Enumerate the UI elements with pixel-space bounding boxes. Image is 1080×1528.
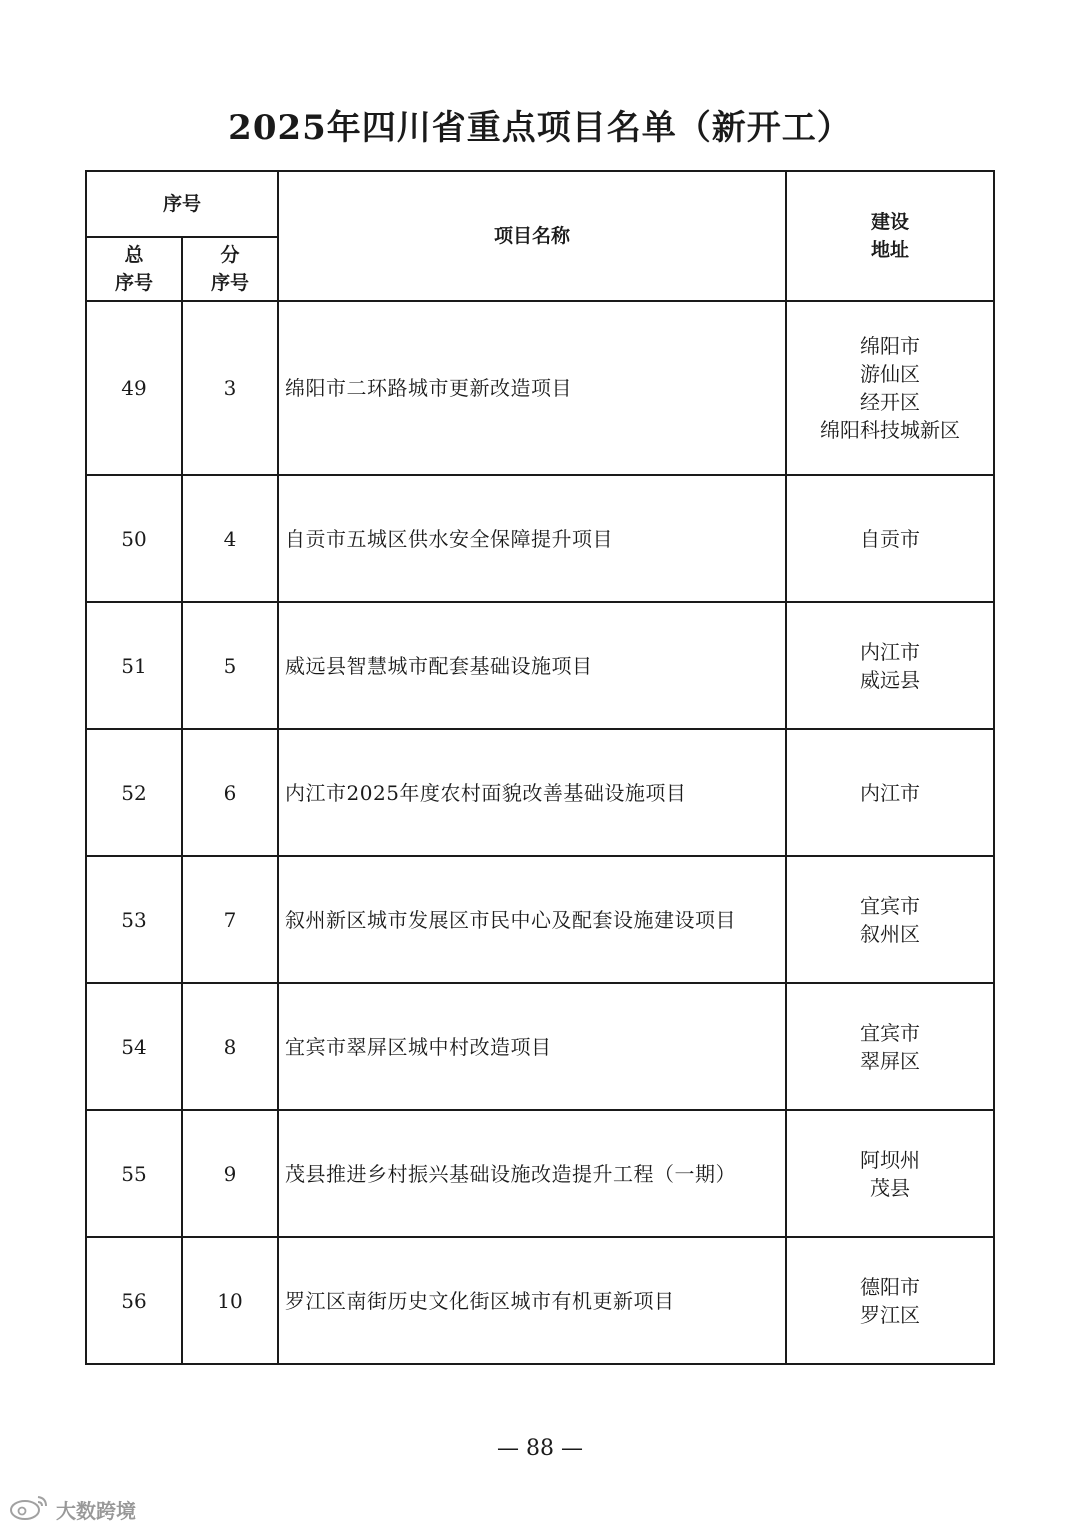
total-seq-cell: 55	[86, 1110, 182, 1237]
address-line: 绵阳科技城新区	[820, 418, 961, 442]
page-number: — 88 —	[497, 1436, 583, 1461]
header-address-line1: 建设	[871, 211, 910, 233]
address-line: 绵阳市	[860, 334, 921, 358]
header-address-line2: 地址	[871, 239, 910, 261]
address-line: 威远县	[860, 667, 921, 692]
header-total-seq-line2: 序号	[114, 272, 153, 294]
header-seq: 序号	[86, 171, 278, 237]
weibo-logo-icon	[8, 1493, 52, 1525]
project-table	[85, 170, 995, 1365]
sub-seq-cell: 5	[182, 602, 278, 729]
address-line: 德阳市	[860, 1274, 921, 1299]
total-seq-cell: 52	[86, 729, 182, 856]
header-total-seq-line1: 总	[124, 244, 144, 266]
total-seq-cell: 51	[86, 602, 182, 729]
address-line: 自贡市	[860, 526, 921, 551]
address-cell	[786, 856, 994, 983]
table-row	[86, 729, 994, 856]
header-total-seq	[86, 237, 182, 301]
address-line: 罗江区	[860, 1302, 921, 1327]
address-line: 经开区	[860, 390, 921, 414]
header-project-name: 项目名称	[278, 171, 786, 301]
address-cell	[786, 983, 994, 1110]
project-name-cell: 叙州新区城市发展区市民中心及配套设施建设项目	[278, 856, 786, 983]
page-title: 2025年四川省重点项目名单（新开工）	[228, 108, 852, 148]
project-name-cell: 宜宾市翠屏区城中村改造项目	[278, 983, 786, 1110]
total-seq-cell: 54	[86, 983, 182, 1110]
table-row	[86, 602, 994, 729]
header-sub-seq	[182, 237, 278, 301]
project-name-cell: 绵阳市二环路城市更新改造项目	[278, 301, 786, 475]
table-row	[86, 983, 994, 1110]
sub-seq-cell: 4	[182, 475, 278, 602]
address-cell	[786, 1237, 994, 1364]
address-cell	[786, 1110, 994, 1237]
total-seq-cell: 50	[86, 475, 182, 602]
project-name-cell: 茂县推进乡村振兴基础设施改造提升工程（一期）	[278, 1110, 786, 1237]
header-address	[786, 171, 994, 301]
sub-seq-cell: 9	[182, 1110, 278, 1237]
project-name-cell: 威远县智慧城市配套基础设施项目	[278, 602, 786, 729]
address-line: 宜宾市	[860, 893, 921, 918]
total-seq-cell: 53	[86, 856, 182, 983]
address-cell	[786, 301, 994, 475]
address-line: 阿坝州	[860, 1147, 921, 1172]
project-name-cell: 内江市2025年度农村面貌改善基础设施项目	[278, 729, 786, 856]
sub-seq-cell: 7	[182, 856, 278, 983]
header-sub-seq-line2: 序号	[211, 272, 250, 294]
table-body	[86, 301, 994, 1364]
sub-seq-cell: 3	[182, 301, 278, 475]
table-row	[86, 301, 994, 475]
project-name-cell: 自贡市五城区供水安全保障提升项目	[278, 475, 786, 602]
address-line: 内江市	[860, 639, 921, 664]
address-cell	[786, 729, 994, 856]
address-line: 翠屏区	[860, 1048, 921, 1073]
header-sub-seq-line1: 分	[220, 244, 240, 266]
sub-seq-cell: 8	[182, 983, 278, 1110]
address-cell	[786, 475, 994, 602]
watermark	[8, 1494, 136, 1524]
table-row	[86, 475, 994, 602]
address-line: 游仙区	[860, 362, 921, 386]
project-name-cell: 罗江区南街历史文化街区城市有机更新项目	[278, 1237, 786, 1364]
total-seq-cell: 49	[86, 301, 182, 475]
table-row	[86, 856, 994, 983]
address-line: 宜宾市	[860, 1020, 921, 1045]
address-line: 内江市	[860, 780, 921, 805]
table-row	[86, 1110, 994, 1237]
total-seq-cell: 56	[86, 1237, 182, 1364]
address-cell	[786, 602, 994, 729]
address-line: 叙州区	[860, 921, 921, 946]
sub-seq-cell: 10	[182, 1237, 278, 1364]
table-row	[86, 1237, 994, 1364]
address-line: 茂县	[870, 1175, 911, 1200]
watermark-text: 大数跨境	[56, 1498, 136, 1523]
sub-seq-cell: 6	[182, 729, 278, 856]
